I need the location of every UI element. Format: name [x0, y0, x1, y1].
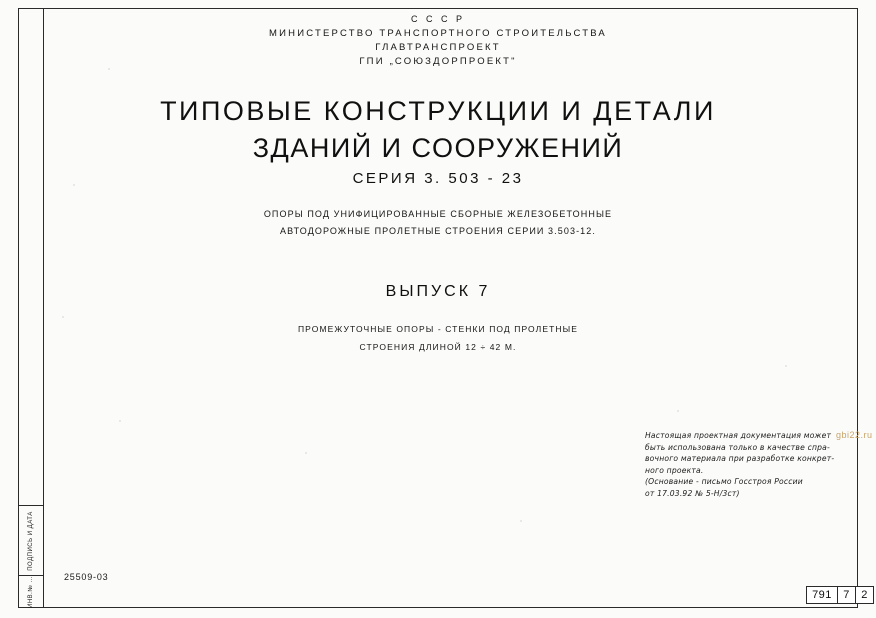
page-number-left: 791 — [812, 589, 832, 601]
page-title-line-2: ЗДАНИЙ И СООРУЖЕНИЙ — [252, 133, 624, 163]
page-number-box — [806, 586, 874, 604]
document-code: 25509-03 — [64, 572, 109, 582]
usage-note-line-2: быть использована только в качестве спра- — [645, 442, 830, 452]
issue-description-line-2: СТРОЕНИЯ ДЛИНОЙ 12 ÷ 42 М. — [359, 342, 517, 352]
page-title-line-1: ТИПОВЫЕ КОНСТРУКЦИИ И ДЕТАЛИ — [160, 96, 716, 126]
page-number-right: 2 — [855, 587, 873, 603]
header-main-department: ГЛАВТРАНСПРОЕКТ — [375, 42, 501, 53]
header-ministry: МИНИСТЕРСТВО ТРАНСПОРТНОГО СТРОИТЕЛЬСТВА — [269, 28, 607, 39]
issue-description-line-1: ПРОМЕЖУТОЧНЫЕ ОПОРЫ - СТЕНКИ ПОД ПРОЛЕТНЫЕ — [297, 324, 579, 334]
page-number-mid: 7 — [837, 587, 855, 603]
subtitle-block — [0, 206, 876, 240]
paper-speck — [73, 184, 75, 186]
header-country: С С С Р — [410, 14, 465, 24]
subtitle-line-2: АВТОДОРОЖНЫЕ ПРОЛЕТНЫЕ СТРОЕНИЯ СЕРИИ 3.503-12. — [280, 226, 596, 236]
usage-note — [645, 430, 860, 499]
header-institute: ГПИ „СОЮЗДОРПРОЕКТ" — [359, 56, 517, 67]
paper-speck — [520, 520, 522, 522]
stamp-label-inventory: ИНВ.№ ... — [28, 576, 34, 608]
stamp-label-signature-date: ПОДПИСЬ И ДАТА — [28, 510, 34, 571]
usage-note-line-5: (Основание - письмо Госстроя России — [645, 477, 803, 486]
stamp-cell-signature-date — [19, 506, 43, 576]
paper-speck — [785, 365, 787, 367]
paper-speck — [677, 410, 679, 412]
watermark: gbi22.ru — [836, 430, 873, 440]
paper-speck — [108, 68, 110, 70]
usage-note-line-6: от 17.03.92 № 5-Н/3ст) — [645, 488, 740, 498]
series-number: СЕРИЯ 3. 503 - 23 — [352, 170, 524, 187]
usage-note-line-1: Настоящая проектная документация может — [645, 431, 832, 440]
usage-note-line-4: ного проекта. — [645, 465, 704, 475]
usage-note-line-3: вочного материала при разработке конкрет- — [645, 454, 835, 463]
title-block-stamp-strip — [19, 505, 43, 607]
organization-header — [0, 14, 876, 67]
paper-speck — [62, 316, 64, 318]
issue-number: ВЫПУСК 7 — [385, 283, 491, 300]
subtitle-line-1: ОПОРЫ ПОД УНИФИЦИРОВАННЫЕ СБОРНЫЕ ЖЕЛЕЗОБЕТОННЫЕ — [263, 209, 613, 219]
issue-description — [0, 320, 876, 356]
stamp-cell-inventory — [19, 576, 43, 608]
paper-speck — [305, 452, 307, 454]
paper-speck — [119, 420, 121, 422]
